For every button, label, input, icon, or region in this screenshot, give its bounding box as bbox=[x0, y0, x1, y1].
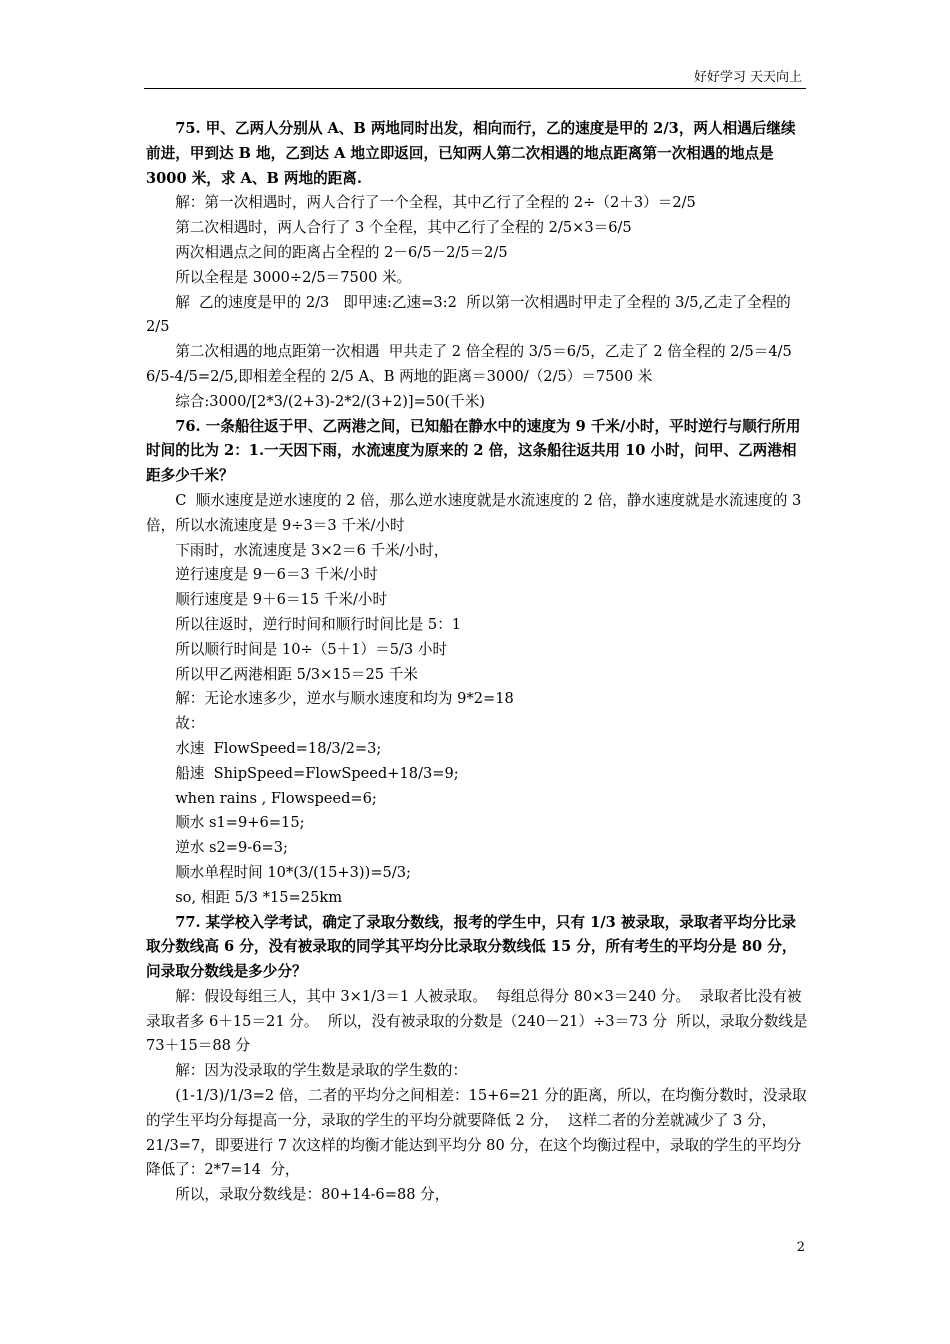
solution-paragraph: 所以全程是 3000÷2/5＝7500 米。 bbox=[175, 268, 412, 286]
solution-paragraph: 解：无论水速多少，逆水与顺水速度和均为 9*2=18 bbox=[175, 690, 514, 708]
header-divider bbox=[144, 88, 806, 89]
solution-paragraph: 所以甲乙两港相距 5/3×15＝25 千米 bbox=[175, 665, 418, 683]
solution-paragraph: 所以往返时，逆行时间和顺行时间比是 5：1 bbox=[175, 615, 462, 633]
solution-paragraph: 两次相遇点之间的距离占全程的 2－6/5－2/5＝2/5 bbox=[175, 243, 508, 261]
solution-paragraph: 下雨时，水流速度是 3×2＝6 千米/小时， bbox=[175, 541, 449, 559]
solution-paragraph: 解：第一次相遇时，两人合行了一个全程，其中乙行了全程的 2÷（2＋3）＝2/5 bbox=[175, 194, 696, 212]
solution-paragraph: 逆水 s2=9-6=3; bbox=[175, 839, 288, 857]
page-header: 好好学习 天天向上 bbox=[693, 70, 802, 85]
solution-paragraph: 所以，录取分数线是：80+14-6=88 分， bbox=[175, 1186, 450, 1204]
question-paragraph: 77. 某学校入学考试，确定了录取分数线，报考的学生中，只有 1/3 被录取，录取者平均分比录取分数线高 6 分，没有被录取的同学其平均分比录取分数线低 15 分，所有考生的平均分是 80 分，问录取分数线是多少分？ bbox=[146, 913, 797, 981]
solution-paragraph: 综合:3000/[2*3/(2+3)-2*2/(3+2)]=50(千米) bbox=[175, 392, 485, 410]
page-number: 2 bbox=[796, 1240, 805, 1255]
solution-paragraph: 第二次相遇时，两人合行了 3 个全程，其中乙行了全程的 2/5×3＝6/5 bbox=[175, 219, 632, 237]
solution-paragraph: C 顺水速度是逆水速度的 2 倍，那么逆水速度就是水流速度的 2 倍，静水速度就是水流速度的 3 倍，所以水流速度是 9÷3＝3 千米/小时 bbox=[146, 491, 806, 534]
solution-paragraph: 解：假设每组三人，其中 3×1/3＝1 人被录取。 每组总得分 80×3＝240 分。 录取者比没有被录取者多 6＋15＝21 分。 所以，没有被录取的分数是（240－21）÷3＝73 分 所以，录取分数线是 73＋15＝88 分 bbox=[146, 987, 813, 1055]
solution-paragraph: 水速 FlowSpeed=18/3/2=3; bbox=[175, 739, 382, 757]
solution-paragraph: 第二次相遇的地点距第一次相遇 甲共走了 2 倍全程的 3/5＝6/5，乙走了 2 倍全程的 2/5＝4/5 6/5-4/5=2/5,即相差全程的 2/5 A、B 两地的距离＝3000/（2/5）＝7500 米 bbox=[146, 343, 797, 385]
solution-paragraph: when rains , Flowspeed=6; bbox=[175, 789, 377, 807]
solution-paragraph: 逆行速度是 9－6＝3 千米/小时 bbox=[175, 566, 378, 584]
solution-paragraph: 顺水单程时间 10*(3/(15+3))=5/3; bbox=[175, 863, 411, 881]
solution-paragraph: 解：因为没录取的学生数是录取的学生数的： bbox=[175, 1062, 468, 1080]
question-paragraph: 75. 甲、乙两人分别从 A、B 两地同时出发，相向而行，乙的速度是甲的 2/3，两人相遇后继续前进，甲到达 B 地，乙到达 A 地立即返回，已知两人第二次相遇的地点距离第一次相遇的地点是 3000 米，求 A、B 两地的距离. bbox=[146, 120, 796, 187]
document-body bbox=[146, 117, 813, 1208]
solution-paragraph: 船速 ShipSpeed=FlowSpeed+18/3=9; bbox=[175, 764, 459, 782]
solution-paragraph: (1-1/3)/1/3=2 倍，二者的平均分之间相差：15+6=21 分的距离，所以，在均衡分数时，没录取的学生平均分每提高一分，录取的学生的平均分就要降低 2 分， 这样二者的分差就减少了 3 分，21/3=7，即要进行 7 次这样的均衡才能达到平均分 80 分，在这个均衡过程中，录取的学生的平均分降低了：2*7=14 分， bbox=[146, 1087, 807, 1179]
solution-paragraph: 解 乙的速度是甲的 2/3 即甲速:乙速=3:2 所以第一次相遇时甲走了全程的 3/5,乙走了全程的 2/5 bbox=[146, 293, 796, 336]
question-paragraph: 76. 一条船往返于甲、乙两港之间，已知船在静水中的速度为 9 千米/小时，平时逆行与顺行所用时间的比为 2：1.一天因下雨，水流速度为原来的 2 倍，这条船往返共用 10 小时，问甲、乙两港相距多少千米？ bbox=[146, 417, 801, 485]
solution-paragraph: 顺水 s1=9+6=15; bbox=[175, 814, 305, 832]
solution-paragraph: so, 相距 5/3 *15=25km bbox=[175, 888, 343, 906]
solution-paragraph: 所以顺行时间是 10÷（5＋1）＝5/3 小时 bbox=[175, 640, 448, 658]
solution-paragraph: 顺行速度是 9＋6＝15 千米/小时 bbox=[175, 591, 388, 609]
solution-paragraph: 故： bbox=[175, 715, 205, 733]
